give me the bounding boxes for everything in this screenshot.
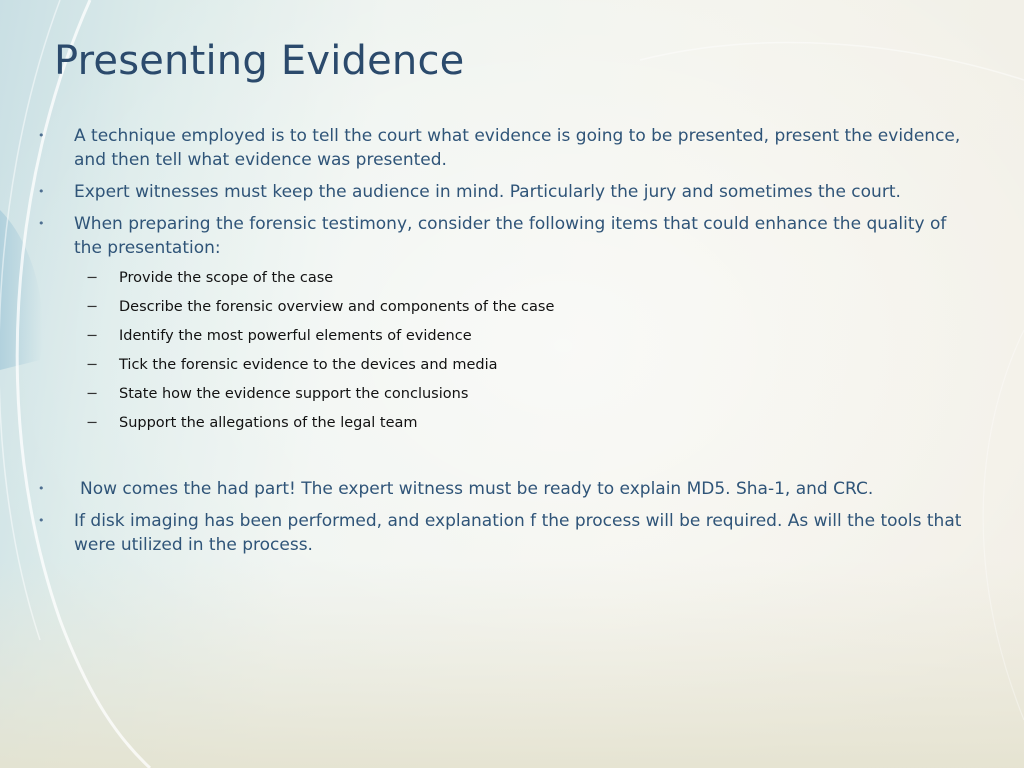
dash-icon: − [86,357,99,373]
bullet-icon: • [38,129,45,142]
sub-bullet-item [36,297,966,317]
bullet-icon: • [38,514,45,527]
sub-bullet-item [36,268,966,288]
bullet-icon: • [38,482,45,495]
dash-icon: − [86,328,99,344]
sub-bullet-text: Provide the scope of the case [119,270,334,286]
sub-bullet-text: Identify the most powerful elements of evidence [119,328,472,344]
slide-body [36,124,966,565]
bullet-item [36,212,966,260]
bullet-item [36,124,966,172]
dash-icon: − [86,270,99,286]
dash-icon: − [86,415,99,431]
sub-bullet-item [36,384,966,404]
sub-bullet-item [36,326,966,346]
bullet-item [36,180,966,204]
spacer [36,442,966,477]
sub-bullet-item [36,413,966,433]
bullet-icon: • [38,185,45,198]
bullet-item [36,477,966,501]
sub-bullet-item [36,355,966,375]
sub-bullet-text: Describe the forensic overview and components of the case [119,299,555,315]
sub-bullet-text: State how the evidence support the conclusions [119,386,469,402]
bullet-text: A technique employed is to tell the court what evidence is going to be presented, present the evidence, and then tell what evidence was presented. [74,126,961,170]
sub-bullet-text: Support the allegations of the legal team [119,415,418,431]
bullet-text: Expert witnesses must keep the audience in mind. Particularly the jury and sometimes the court. [74,182,901,202]
bullet-icon: • [38,217,45,230]
bullet-item [36,509,966,557]
bullet-text: When preparing the forensic testimony, consider the following items that could enhance the quality of the presentation: [74,214,947,258]
bullet-text: Now comes the had part! The expert witness must be ready to explain MD5. Sha-1, and CRC. [80,479,874,499]
sub-bullet-text: Tick the forensic evidence to the devices and media [119,357,498,373]
dash-icon: − [86,386,99,402]
slide-title: Presenting Evidence [54,38,465,84]
bullet-text: If disk imaging has been performed, and explanation f the process will be required. As will the tools that were utilized in the process. [74,511,962,555]
dash-icon: − [86,299,99,315]
